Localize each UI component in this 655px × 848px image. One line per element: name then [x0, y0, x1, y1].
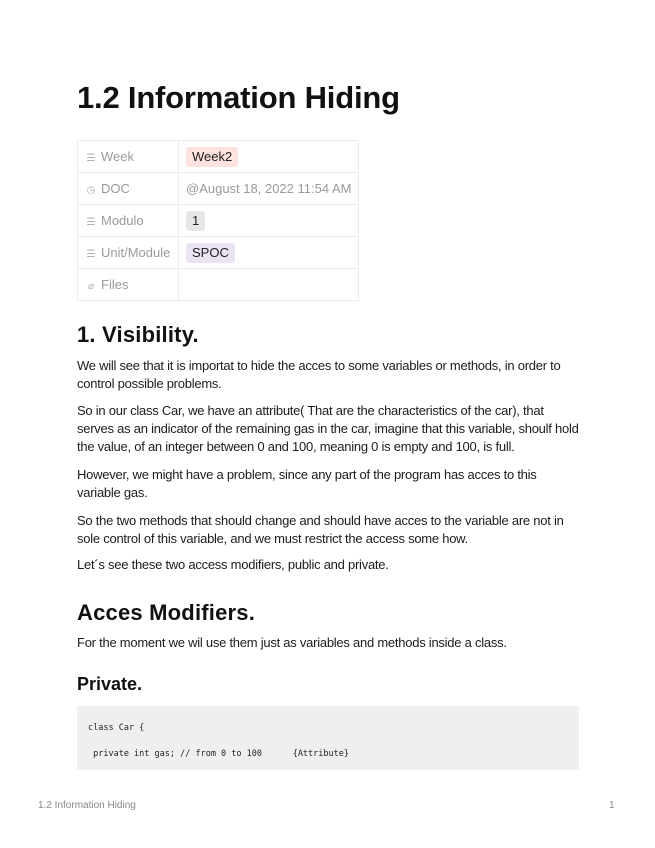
code-block[interactable] [77, 706, 579, 770]
paragraph: So the two methods that should change and should have acces to the variable are not in sole control of this variable, and we must restrict the access some how. [77, 513, 564, 546]
paragraph: However, we might have a problem, since any part of the program has acces to this variable gas. [77, 467, 537, 500]
section-heading-visibility: 1. Visibility. [77, 322, 199, 347]
modulo-tag[interactable]: 1 [186, 211, 205, 231]
list-icon: ☰ [86, 249, 96, 260]
code-line: class Car { [88, 723, 145, 733]
property-row-files [78, 269, 359, 301]
list-icon: ☰ [86, 217, 96, 228]
property-key [78, 205, 179, 237]
unit-module-tag[interactable]: SPOC [186, 243, 235, 263]
property-key-label: Unit/Module [101, 245, 171, 260]
property-row-doc [78, 173, 359, 205]
clock-icon: ◷ [86, 185, 96, 196]
footer-title: 1.2 Information Hiding [38, 800, 136, 811]
property-key [78, 141, 179, 173]
paperclip-icon: ⌀ [87, 281, 95, 292]
property-row-unit-module [78, 237, 359, 269]
property-key-label: Files [101, 277, 129, 292]
property-value[interactable] [179, 205, 359, 237]
doc-date[interactable]: @August 18, 2022 11:54 AM [186, 181, 352, 196]
paragraph: So in our class Car, we have an attribute( That are the characteristics of the car), that serves as an indicator of the remaining gas in the car, imagine that this variable, shoulf hold the value, of an integer between 0 and 100, meaning 0 is empty and 100, is full. [77, 403, 579, 454]
section-heading-access-modifiers: Acces Modifiers. [77, 600, 256, 625]
property-row-modulo [78, 205, 359, 237]
week-tag[interactable]: Week2 [186, 147, 238, 167]
property-key-label: DOC [101, 181, 130, 196]
paragraph: For the moment we wil use them just as variables and methods inside a class. [77, 635, 507, 650]
footer-page-number: 1 [609, 800, 615, 811]
properties-table [77, 140, 359, 301]
section-heading-private: Private. [77, 674, 143, 694]
property-key [78, 269, 179, 301]
property-value[interactable] [179, 237, 359, 269]
property-key [78, 237, 179, 269]
property-key-label: Week [101, 149, 134, 164]
property-row-week [78, 141, 359, 173]
paragraph: Let´s see these two access modifiers, public and private. [77, 557, 389, 572]
code-line: private int gas; // from 0 to 100 {Attribute} [88, 749, 349, 759]
property-key [78, 173, 179, 205]
list-icon: ☰ [86, 153, 96, 164]
paragraph: We will see that it is importat to hide the acces to some variables or methods, in order to control possible problems. [77, 358, 561, 391]
property-key-label: Modulo [101, 213, 144, 228]
property-value-files[interactable] [179, 269, 359, 301]
property-value[interactable] [179, 173, 359, 205]
page-title: 1.2 Information Hiding [77, 80, 400, 115]
property-value[interactable] [179, 141, 359, 173]
